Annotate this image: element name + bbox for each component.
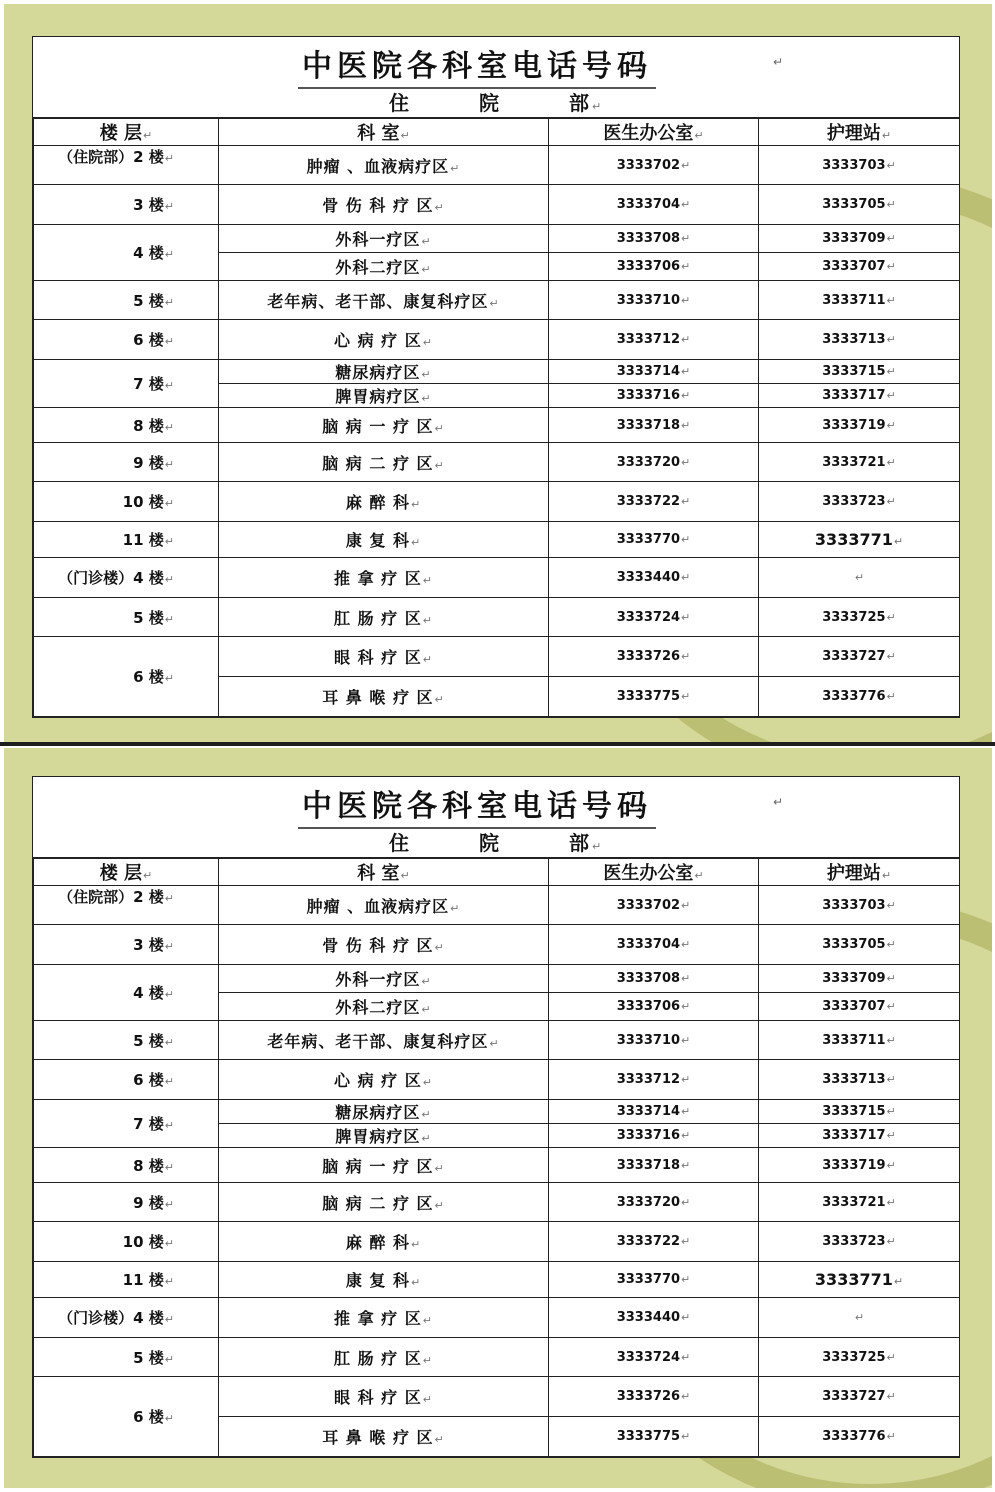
floor-cell-text: 8 楼: [133, 1156, 164, 1175]
department-cell: 脑 病 一 疗 区↵: [219, 408, 549, 443]
department-cell-text: 推 拿 疗 区: [334, 569, 422, 588]
floor-cell-text: 9 楼: [133, 453, 164, 472]
table-row: [34, 1262, 960, 1298]
floor-cell-text: （门诊楼）4 楼: [58, 1309, 164, 1327]
department-cell: 肛 肠 疗 区↵: [219, 598, 549, 637]
nurse-station-phone: 3333715↵: [759, 1100, 960, 1124]
header-department: 科 室↵: [219, 859, 549, 886]
doctor-office-phone: 3333718↵: [549, 1148, 759, 1183]
department-cell-text: 外科二疗区: [335, 258, 421, 277]
department-cell: 推 拿 疗 区↵: [219, 1298, 549, 1338]
floor-cell-text: 11 楼: [122, 1271, 164, 1289]
doctor-office-phone-text: 3333704: [616, 937, 681, 952]
nurse-station-phone: 3333721↵: [759, 1183, 960, 1222]
doctor-office-phone-text: 3333722: [616, 1234, 681, 1249]
department-cell: 外科一疗区↵: [219, 225, 549, 253]
floor-cell-text: 3 楼: [133, 936, 164, 954]
doctor-office-phone: 3333718↵: [549, 408, 759, 443]
header-department: 科 室↵: [219, 119, 549, 146]
nurse-station-phone: 3333709↵: [759, 225, 960, 253]
phone-directory-document: [32, 36, 960, 718]
nurse-station-phone-text: 3333723: [822, 1234, 886, 1249]
department-cell: 外科二疗区↵: [219, 993, 549, 1021]
doctor-office-phone: 3333708↵: [549, 965, 759, 993]
nurse-station-phone-text: 3333713: [822, 332, 886, 347]
table-row: [34, 965, 960, 993]
floor-cell: 6 楼↵: [34, 1377, 219, 1457]
floor-cell-text: 6 楼: [133, 331, 164, 349]
doctor-office-phone-text: 3333724: [616, 609, 681, 625]
table-row: [34, 1298, 960, 1338]
nurse-station-phone: 3333709↵: [759, 965, 960, 993]
table-row: [34, 637, 960, 677]
department-cell-text: 外科一疗区: [335, 970, 421, 989]
department-cell-text: 推 拿 疗 区: [334, 1309, 422, 1328]
nurse-station-phone-text: 3333717: [822, 1128, 886, 1143]
nurse-station-phone: 3333721↵: [759, 443, 960, 482]
phone-table: [33, 858, 960, 1457]
department-cell-text: 骨 伤 科 疗 区: [322, 936, 434, 955]
department-cell: 麻 醉 科↵: [219, 482, 549, 522]
nurse-station-phone-text: 3333711: [822, 1032, 886, 1048]
floor-cell: 9 楼↵: [34, 1183, 219, 1222]
table-row: [34, 1338, 960, 1377]
department-cell-text: 糖尿病疗区: [335, 1103, 421, 1122]
nurse-station-phone: 3333713↵: [759, 1060, 960, 1100]
department-cell-text: 肿瘤 、血液病疗区: [306, 156, 450, 176]
floor-cell: 6 楼↵: [34, 320, 219, 360]
doctor-office-phone-text: 3333775: [616, 689, 681, 704]
doctor-office-phone-text: 3333712: [616, 332, 681, 347]
nurse-station-phone-text: 3333721: [822, 454, 886, 470]
header-nurse-station: 护理站↵: [759, 859, 960, 886]
table-row: [34, 1100, 960, 1124]
nurse-station-phone: 3333717↵: [759, 384, 960, 408]
nurse-station-phone-text: 3333776: [822, 1429, 886, 1444]
document-page-top: [4, 4, 992, 742]
floor-cell: 8 楼↵: [34, 1148, 219, 1183]
document-subtitle: 住 院 部↵: [389, 831, 604, 855]
header-floor: 楼 层↵: [34, 119, 219, 146]
floor-cell: 10 楼↵: [34, 1222, 219, 1262]
nurse-station-phone: ↵: [759, 1298, 960, 1338]
doctor-office-phone: 3333702↵: [549, 886, 759, 925]
nurse-station-phone: 3333727↵: [759, 1377, 960, 1417]
doctor-office-phone-text: 3333726: [616, 649, 681, 664]
nurse-station-phone: 3333711↵: [759, 1021, 960, 1060]
doctor-office-phone: 3333716↵: [549, 384, 759, 408]
department-cell-text: 外科二疗区: [335, 998, 421, 1017]
doctor-office-phone: 3333710↵: [549, 1021, 759, 1060]
nurse-station-phone-text: 3333727: [822, 649, 886, 664]
doctor-office-phone-text: 3333440: [616, 1310, 681, 1325]
doctor-office-phone: 3333706↵: [549, 993, 759, 1021]
nurse-station-phone-text: 3333723: [822, 494, 886, 509]
nurse-station-phone: 3333771↵: [759, 1262, 960, 1298]
department-cell-text: 老年病、老干部、康复科疗区: [267, 1031, 489, 1051]
doctor-office-phone-text: 3333716: [616, 388, 681, 403]
doctor-office-phone: 3333714↵: [549, 1100, 759, 1124]
floor-cell: 7 楼↵: [34, 1100, 219, 1148]
department-cell: 推 拿 疗 区↵: [219, 558, 549, 598]
table-row: [34, 1377, 960, 1417]
department-cell: 骨 伤 科 疗 区↵: [219, 925, 549, 965]
floor-cell: （门诊楼）4 楼↵: [34, 558, 219, 598]
doctor-office-phone: 3333440↵: [549, 558, 759, 598]
department-cell-text: 脑 病 一 疗 区: [322, 416, 434, 436]
department-cell: 心 病 疗 区↵: [219, 1060, 549, 1100]
floor-cell: 3 楼↵: [34, 185, 219, 225]
page-separator: [0, 742, 995, 746]
header-doctor-office: 医生办公室↵: [549, 859, 759, 886]
title-block: [33, 37, 959, 118]
floor-cell-text: 6 楼: [133, 668, 164, 686]
table-body: [34, 146, 960, 717]
table-row: [34, 925, 960, 965]
table-row: [34, 1060, 960, 1100]
doctor-office-phone: 3333708↵: [549, 225, 759, 253]
table-row: [34, 598, 960, 637]
floor-cell: 5 楼↵: [34, 598, 219, 637]
table-row: [34, 408, 960, 443]
doctor-office-phone: 3333724↵: [549, 598, 759, 637]
department-cell: 外科一疗区↵: [219, 965, 549, 993]
doctor-office-phone: 3333722↵: [549, 1222, 759, 1262]
nurse-station-phone-text: 3333721: [822, 1194, 886, 1210]
floor-cell: （门诊楼）4 楼↵: [34, 1298, 219, 1338]
department-cell-text: 老年病、老干部、康复科疗区: [267, 291, 489, 311]
header-floor: 楼 层↵: [34, 859, 219, 886]
doctor-office-phone-text: 3333710: [616, 292, 681, 308]
floor-cell: （住院部）2 楼↵: [34, 146, 219, 185]
doctor-office-phone-text: 3333720: [616, 454, 681, 470]
title-block: [33, 777, 959, 858]
doctor-office-phone-text: 3333708: [616, 971, 681, 986]
nurse-station-phone: 3333713↵: [759, 320, 960, 360]
floor-cell: 5 楼↵: [34, 1021, 219, 1060]
department-cell-text: 康 复 科: [345, 1271, 410, 1290]
floor-cell-text: 6 楼: [133, 1408, 164, 1426]
department-cell-text: 麻 醉 科: [345, 1233, 410, 1252]
table-row: [34, 281, 960, 320]
document-page-bottom: [4, 748, 992, 1488]
table-row: [34, 1148, 960, 1183]
floor-cell-text: 5 楼: [133, 1031, 164, 1050]
nurse-station-phone-text: 3333705: [822, 937, 886, 952]
nurse-station-phone-text: 3333705: [822, 197, 886, 212]
document-title: 中医院各科室电话号码: [298, 781, 656, 829]
doctor-office-phone-text: 3333726: [616, 1389, 681, 1404]
department-cell-text: 麻 醉 科: [345, 493, 410, 512]
doctor-office-phone-text: 3333722: [616, 494, 681, 509]
department-cell-text: 肿瘤 、血液病疗区: [306, 896, 450, 916]
floor-cell: 7 楼↵: [34, 360, 219, 408]
doctor-office-phone-text: 3333770: [616, 1272, 681, 1287]
department-cell-text: 骨 伤 科 疗 区: [322, 196, 434, 215]
nurse-station-phone: 3333719↵: [759, 408, 960, 443]
floor-cell: 6 楼↵: [34, 637, 219, 717]
department-cell: 脑 病 二 疗 区↵: [219, 1183, 549, 1222]
floor-cell: 8 楼↵: [34, 408, 219, 443]
doctor-office-phone: 3333702↵: [549, 146, 759, 185]
floor-cell-text: 8 楼: [133, 416, 164, 435]
floor-cell: 4 楼↵: [34, 965, 219, 1021]
doctor-office-phone: 3333712↵: [549, 320, 759, 360]
department-cell-text: 康 复 科: [345, 531, 410, 550]
doctor-office-phone-text: 3333702: [616, 897, 681, 913]
floor-cell: 4 楼↵: [34, 225, 219, 281]
floor-cell-text: 3 楼: [133, 196, 164, 214]
nurse-station-phone-text: 3333703: [822, 897, 886, 913]
floor-cell-text: （门诊楼）4 楼: [58, 569, 164, 587]
nurse-station-phone-text: 3333717: [822, 388, 886, 403]
nurse-station-phone: 3333711↵: [759, 281, 960, 320]
department-cell: 肿瘤 、血液病疗区↵: [219, 146, 549, 185]
floor-cell: 11 楼↵: [34, 522, 219, 558]
doctor-office-phone-text: 3333718: [616, 417, 681, 433]
nurse-station-phone: 3333703↵: [759, 886, 960, 925]
nurse-station-phone-text: 3333719: [822, 417, 886, 433]
floor-cell: 6 楼↵: [34, 1060, 219, 1100]
department-cell: 心 病 疗 区↵: [219, 320, 549, 360]
table-row: [34, 558, 960, 598]
nurse-station-phone-text: 3333709: [822, 231, 886, 246]
doctor-office-phone-text: 3333710: [616, 1032, 681, 1048]
floor-cell-text: 5 楼: [133, 1348, 164, 1367]
doctor-office-phone-text: 3333706: [616, 259, 681, 274]
floor-cell-text: （住院部）2 楼: [58, 888, 164, 906]
nurse-station-phone: 3333725↵: [759, 598, 960, 637]
doctor-office-phone-text: 3333716: [616, 1128, 681, 1143]
nurse-station-phone: 3333727↵: [759, 637, 960, 677]
doctor-office-phone-text: 3333714: [616, 364, 681, 379]
department-cell-text: 心 病 疗 区: [334, 1071, 422, 1090]
table-row: [34, 1222, 960, 1262]
department-cell-text: 脑 病 二 疗 区: [322, 1193, 434, 1213]
table-header-row: [34, 119, 960, 146]
department-cell-text: 脑 病 一 疗 区: [322, 1156, 434, 1176]
nurse-station-phone-text: 3333771: [814, 1270, 893, 1289]
department-cell-text: 肛 肠 疗 区: [334, 608, 422, 628]
floor-cell-text: 7 楼: [133, 375, 164, 393]
nurse-station-phone: 3333725↵: [759, 1338, 960, 1377]
nurse-station-phone: 3333717↵: [759, 1124, 960, 1148]
nurse-station-phone-text: 3333715: [822, 1104, 886, 1119]
doctor-office-phone: 3333706↵: [549, 253, 759, 281]
nurse-station-phone: 3333723↵: [759, 1222, 960, 1262]
nurse-station-phone-text: 3333771: [814, 530, 893, 549]
doctor-office-phone: 3333720↵: [549, 1183, 759, 1222]
department-cell: 耳 鼻 喉 疗 区↵: [219, 677, 549, 717]
table-row: [34, 1183, 960, 1222]
doctor-office-phone: 3333722↵: [549, 482, 759, 522]
department-cell-text: 脑 病 二 疗 区: [322, 453, 434, 473]
nurse-station-phone: 3333705↵: [759, 925, 960, 965]
nurse-station-phone: 3333719↵: [759, 1148, 960, 1183]
floor-cell: 3 楼↵: [34, 925, 219, 965]
nurse-station-phone: 3333723↵: [759, 482, 960, 522]
floor-cell: 10 楼↵: [34, 482, 219, 522]
nurse-station-phone-text: 3333725: [822, 609, 886, 625]
floor-cell: 5 楼↵: [34, 281, 219, 320]
nurse-station-phone-text: 3333713: [822, 1072, 886, 1087]
department-cell-text: 脾胃病疗区: [335, 1127, 421, 1146]
department-cell-text: 脾胃病疗区: [335, 387, 421, 406]
nurse-station-phone-text: 3333707: [822, 999, 886, 1014]
doctor-office-phone-text: 3333770: [616, 532, 681, 547]
doctor-office-phone-text: 3333718: [616, 1157, 681, 1173]
nurse-station-phone-text: 3333725: [822, 1349, 886, 1365]
doctor-office-phone: 3333770↵: [549, 1262, 759, 1298]
department-cell: 骨 伤 科 疗 区↵: [219, 185, 549, 225]
table-row: [34, 360, 960, 384]
table-body: [34, 886, 960, 1457]
floor-cell-text: 5 楼: [133, 608, 164, 627]
document-subtitle: 住 院 部↵: [389, 91, 604, 115]
department-cell: 眼 科 疗 区↵: [219, 1377, 549, 1417]
doctor-office-phone-text: 3333702: [616, 157, 681, 173]
nurse-station-phone: 3333776↵: [759, 1417, 960, 1457]
header-nurse-station: 护理站↵: [759, 119, 960, 146]
nurse-station-phone-text: 3333709: [822, 971, 886, 986]
nurse-station-phone: 3333707↵: [759, 993, 960, 1021]
doctor-office-phone-text: 3333714: [616, 1104, 681, 1119]
table-header-row: [34, 859, 960, 886]
doctor-office-phone-text: 3333775: [616, 1429, 681, 1444]
phone-table: [33, 118, 960, 717]
department-cell: 脾胃病疗区↵: [219, 1124, 549, 1148]
doctor-office-phone: 3333714↵: [549, 360, 759, 384]
department-cell-text: 外科一疗区: [335, 230, 421, 249]
doctor-office-phone: 3333775↵: [549, 1417, 759, 1457]
doctor-office-phone: 3333704↵: [549, 925, 759, 965]
table-row: [34, 1021, 960, 1060]
department-cell: 眼 科 疗 区↵: [219, 637, 549, 677]
department-cell: 脑 病 二 疗 区↵: [219, 443, 549, 482]
nurse-station-phone-text: 3333715: [822, 364, 886, 379]
doctor-office-phone: 3333704↵: [549, 185, 759, 225]
floor-cell-text: 10 楼: [122, 493, 164, 511]
nurse-station-phone: 3333776↵: [759, 677, 960, 717]
doctor-office-phone-text: 3333712: [616, 1072, 681, 1087]
floor-cell-text: 11 楼: [122, 531, 164, 549]
floor-cell: （住院部）2 楼↵: [34, 886, 219, 925]
doctor-office-phone-text: 3333708: [616, 231, 681, 246]
doctor-office-phone: 3333770↵: [549, 522, 759, 558]
department-cell: 康 复 科↵: [219, 522, 549, 558]
department-cell-text: 耳 鼻 喉 疗 区: [322, 1428, 434, 1447]
department-cell-text: 眼 科 疗 区: [334, 648, 422, 667]
table-row: [34, 185, 960, 225]
nurse-station-phone: 3333715↵: [759, 360, 960, 384]
doctor-office-phone-text: 3333720: [616, 1194, 681, 1210]
department-cell: 糖尿病疗区↵: [219, 1100, 549, 1124]
department-cell: 肿瘤 、血液病疗区↵: [219, 886, 549, 925]
nurse-station-phone-text: 3333707: [822, 259, 886, 274]
header-doctor-office: 医生办公室↵: [549, 119, 759, 146]
floor-cell: 5 楼↵: [34, 1338, 219, 1377]
nurse-station-phone-text: 3333711: [822, 292, 886, 308]
paragraph-mark: ↵: [773, 795, 784, 809]
department-cell: 外科二疗区↵: [219, 253, 549, 281]
department-cell: 老年病、老干部、康复科疗区↵: [219, 1021, 549, 1060]
nurse-station-phone: 3333705↵: [759, 185, 960, 225]
doctor-office-phone: 3333724↵: [549, 1338, 759, 1377]
table-row: [34, 482, 960, 522]
floor-cell: 11 楼↵: [34, 1262, 219, 1298]
doctor-office-phone-text: 3333440: [616, 570, 681, 585]
department-cell: 脾胃病疗区↵: [219, 384, 549, 408]
doctor-office-phone: 3333720↵: [549, 443, 759, 482]
nurse-station-phone-text: 3333727: [822, 1389, 886, 1404]
table-row: [34, 225, 960, 253]
floor-cell-text: 7 楼: [133, 1115, 164, 1133]
nurse-station-phone: ↵: [759, 558, 960, 598]
table-row: [34, 146, 960, 185]
floor-cell-text: 10 楼: [122, 1233, 164, 1251]
document-title: 中医院各科室电话号码: [298, 41, 656, 89]
doctor-office-phone: 3333726↵: [549, 637, 759, 677]
doctor-office-phone: 3333775↵: [549, 677, 759, 717]
doctor-office-phone-text: 3333706: [616, 999, 681, 1014]
doctor-office-phone: 3333716↵: [549, 1124, 759, 1148]
department-cell: 脑 病 一 疗 区↵: [219, 1148, 549, 1183]
doctor-office-phone-text: 3333724: [616, 1349, 681, 1365]
nurse-station-phone: 3333771↵: [759, 522, 960, 558]
nurse-station-phone-text: 3333703: [822, 157, 886, 173]
phone-directory-document: [32, 776, 960, 1458]
floor-cell-text: 4 楼: [133, 244, 164, 262]
department-cell-text: 眼 科 疗 区: [334, 1388, 422, 1407]
nurse-station-phone: 3333703↵: [759, 146, 960, 185]
nurse-station-phone-text: 3333776: [822, 689, 886, 704]
floor-cell: 9 楼↵: [34, 443, 219, 482]
department-cell: 麻 醉 科↵: [219, 1222, 549, 1262]
department-cell-text: 肛 肠 疗 区: [334, 1348, 422, 1368]
department-cell-text: 耳 鼻 喉 疗 区: [322, 688, 434, 707]
table-row: [34, 522, 960, 558]
floor-cell-text: 4 楼: [133, 984, 164, 1002]
nurse-station-phone: 3333707↵: [759, 253, 960, 281]
department-cell-text: 心 病 疗 区: [334, 331, 422, 350]
floor-cell-text: 9 楼: [133, 1193, 164, 1212]
paragraph-mark: ↵: [773, 55, 784, 69]
doctor-office-phone-text: 3333704: [616, 197, 681, 212]
doctor-office-phone: 3333440↵: [549, 1298, 759, 1338]
department-cell: 肛 肠 疗 区↵: [219, 1338, 549, 1377]
doctor-office-phone: 3333726↵: [549, 1377, 759, 1417]
department-cell-text: 糖尿病疗区: [335, 363, 421, 382]
floor-cell-text: （住院部）2 楼: [58, 148, 164, 166]
doctor-office-phone: 3333710↵: [549, 281, 759, 320]
table-row: [34, 443, 960, 482]
floor-cell-text: 6 楼: [133, 1071, 164, 1089]
department-cell: 康 复 科↵: [219, 1262, 549, 1298]
floor-cell-text: 5 楼: [133, 291, 164, 310]
department-cell: 耳 鼻 喉 疗 区↵: [219, 1417, 549, 1457]
department-cell: 老年病、老干部、康复科疗区↵: [219, 281, 549, 320]
nurse-station-phone-text: 3333719: [822, 1157, 886, 1173]
doctor-office-phone: 3333712↵: [549, 1060, 759, 1100]
department-cell: 糖尿病疗区↵: [219, 360, 549, 384]
table-row: [34, 886, 960, 925]
table-row: [34, 320, 960, 360]
